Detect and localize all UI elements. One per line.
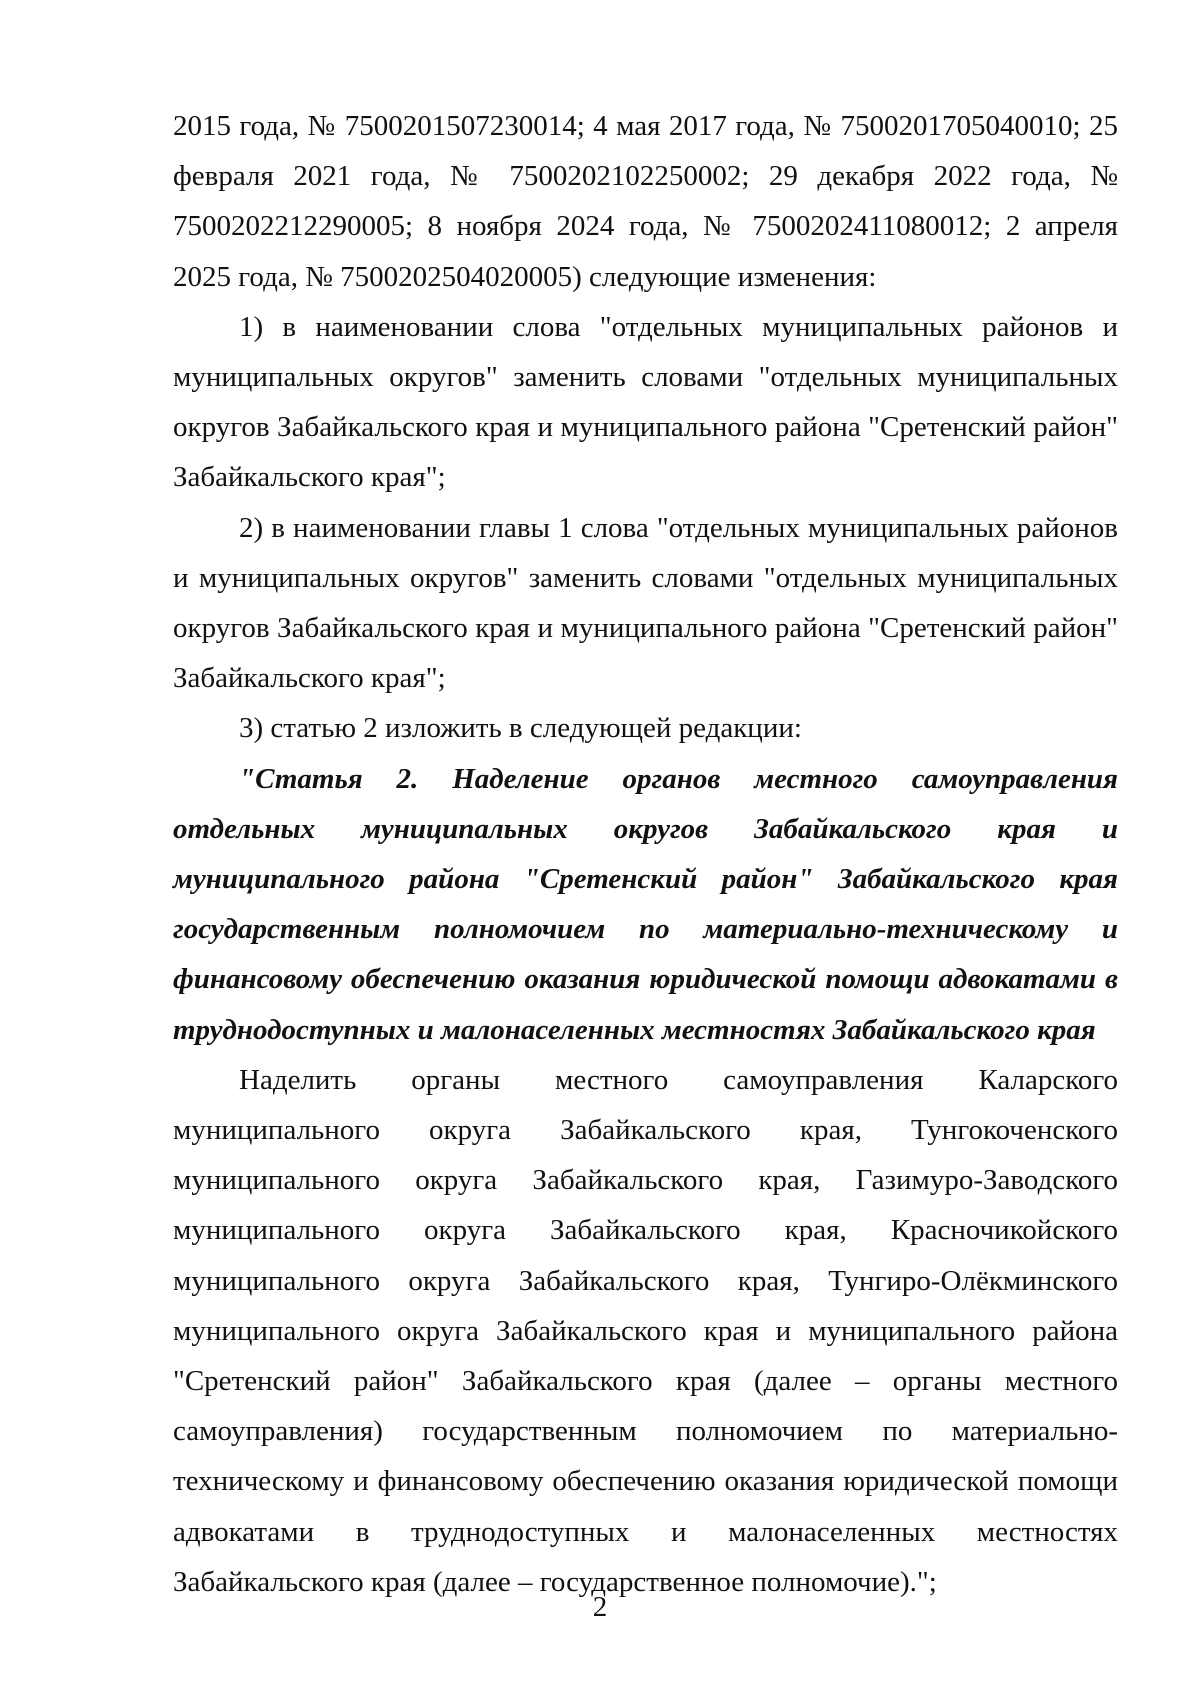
document-body	[173, 101, 1118, 1607]
paragraph-item-1: 1) в наименовании слова "отдельных муниципальных районов и муниципальных округов" заменить словами "отдельных муниципальных округов Забайкальского края и муниципального района "Сретенский район" Забайкальского края";	[173, 310, 1118, 494]
paragraph-intro: 2015 года, № 7500201507230014; 4 мая 2017 года, № 7500201705040010; 25 февраля 2021 года, № 7500202102250002; 29 декабря 2022 года, № 7500202212290005; 8 ноября 2024 года, № 7500202411080012; 2 апреля 2025 года, № 7500202504020005) следующие изменения:	[173, 110, 1118, 293]
paragraph-item-3: 3) статью 2 изложить в следующей редакции:	[239, 712, 802, 745]
article-body-paragraph: Наделить органы местного самоуправления Каларского муниципального округа Забайкальского края, Тунгокоченского муниципального округа Забайкальского края, Газимуро-Заводского муниципального округа Забайкальского края, Красночикойского муниципального округа Забайкальского края, Тунгиро-Олёкминского муниципального округа Забайкальского края и муниципального района "Сретенский район" Забайкальского края (далее – органы местного самоуправления) государственным полномочием по материально-техническому и финансовому обеспечению оказания юридической помощи адвокатами в труднодоступных и малонаселенных местностях Забайкальского края (далее – государственное полномочие).";	[173, 1063, 1118, 1598]
page-number: 2	[592, 1591, 608, 1623]
paragraph-item-2: 2) в наименовании главы 1 слова "отдельных муниципальных районов и муниципальных округов" заменить словами "отдельных муниципальных округов Забайкальского края и муниципального района "Сретенский район" Забайкальского края";	[173, 511, 1118, 695]
article-heading: "Статья 2. Наделение органов местного самоуправления отдельных муниципальных округов Забайкальского края и муниципального района "Сретенский район" Забайкальского края государственным полномочием по материально-техническому и финансовому обеспечению оказания юридической помощи адвокатами в труднодоступных и малонаселенных местностях Забайкальского края	[173, 762, 1118, 1046]
